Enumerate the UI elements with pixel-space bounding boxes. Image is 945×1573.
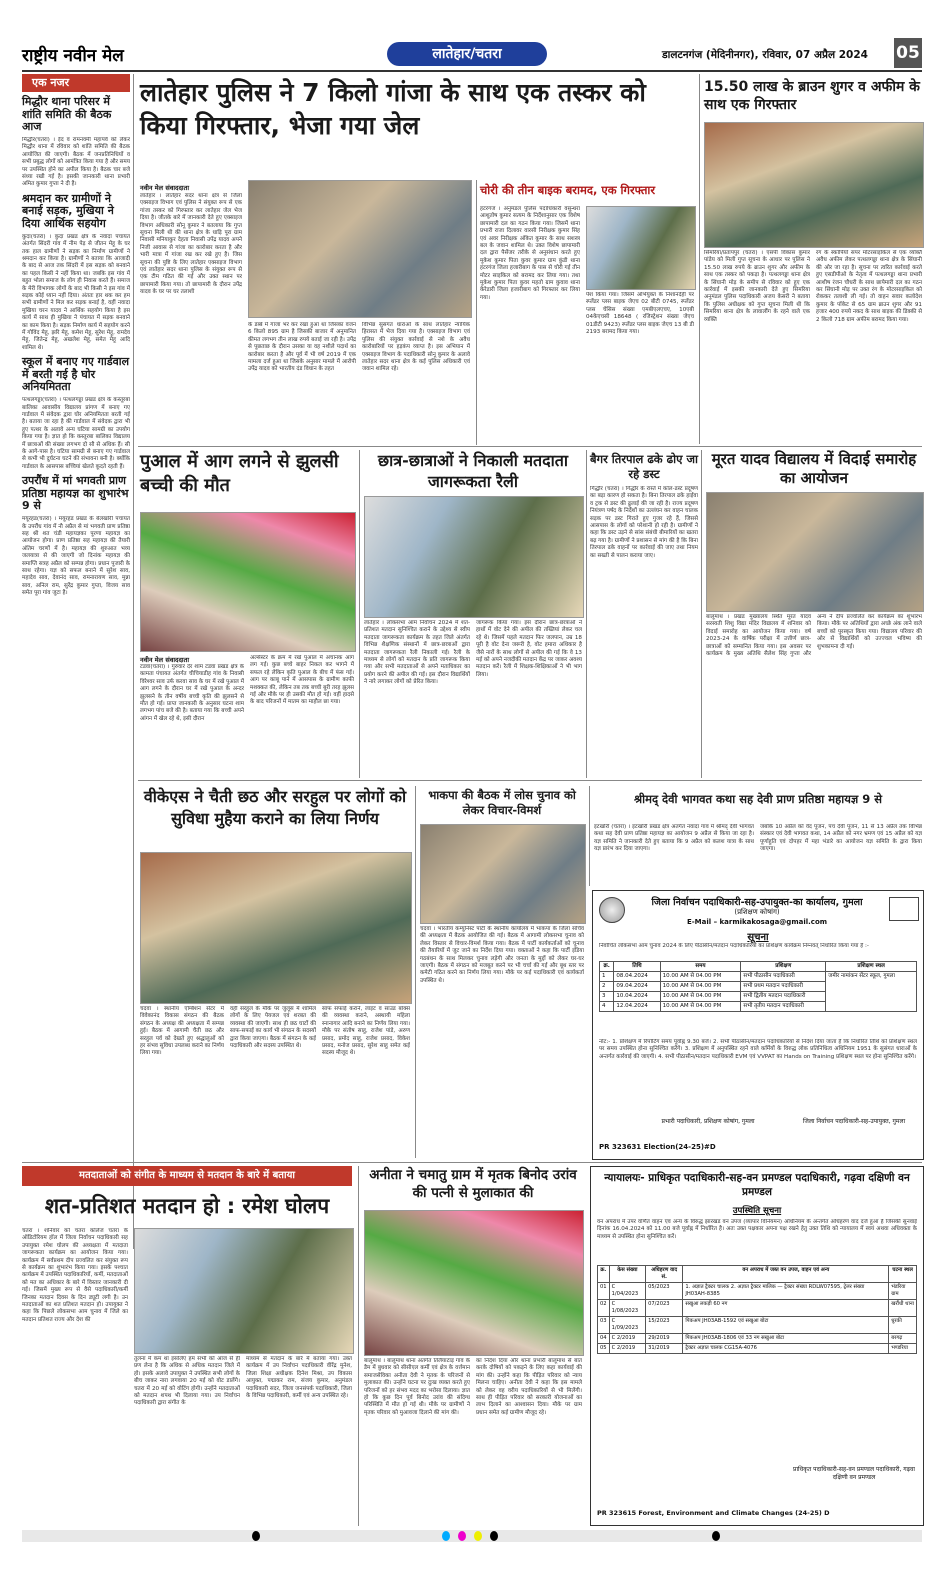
forest-court-notice [590, 1166, 924, 1526]
brief-text: मयूरहंड(चतरा) । मयूरहंड प्रखंड के बेलखोरी पंचायत के उपरौंध गांव में नौ अप्रैल से मां भगवती प्राण प्रतिष्ठा सह श्री शत चंडी महायज्ञका पूरणा महायज्ञ का आयोजन होगा। प्राण प्रतिष्ठा सह महायज्ञ की तैयारी अंतिम चरणों में है। महायज्ञ की शुरुआत भव्य जलयात्रा से की जाएगी जो दिनांक महायज्ञ की समाप्ति सत्रह अप्रैल को सम्पन्न होगा। प्रधान पुजारी के साथ रहेगा। यज्ञ को सफल बनाने में सुरेश साव, महादेव साव, देवानंद साव, रामनारायण साव, मुन्ना साव, अनिल राम, सुरेंद्र कुमार गुप्ता, विजय साव समेत पूरा गांव जुटा है। [22, 516, 130, 597]
bhagwat-text-col2: जबकि 10 अप्रैल को वेद पूजन, पंच देवी पूजन, 11 से 13 अप्रैल तक विभिन्न संस्कार एवं देवी भागवत कथा, 14 अप्रैल को नगर भ्रमण एवं 15 अप्रैल को यज्ञ पूर्णाहुति एवं दोपहर में महा भंडारे का आयोजन यज्ञ समिति के द्वारा किया जाएगा। [760, 824, 922, 853]
rally-text-col2: जागरूक किया गया। इस दौरान छात्र-छात्राओं ने हाथों में वोट देने की अपील की तख्तियां लेकर चल रहे थे। जिसमें पहले मतदान फिर जलपान, उम्र 18 पूरी है वोट देना जरूरी है, वोट हमारा अधिकार है जैसे नारों के साथ लोगों से अपील की गई कि वे 13 मई को अपने नजदीकी मतदान केंद्र पर जाकर अवश्य मतदान करें। रैली में शिक्षक-शिक्षिकाओं ने भी भाग लिया। [476, 620, 582, 678]
gholap-text-col3: माध्यम से मतदान के बारे में बताया गया। उक्त कार्यक्रम में उप निर्वाचन पदाधिकारी वीरेंद्र मुनेश, जिला शिक्षा अधीक्षक दिनेश मिश्रा, उप विकास आयुक्त, पद्माकर राम, संजय कुमार, अनुमंडल पदाधिकारी सदर, जिला जनसंपर्क पदाधिकारी, जिला के विभिन्न पदाधिकारी, कर्मी एवं अन्य उपस्थित रहे। [246, 1356, 352, 1400]
emblem [599, 897, 625, 923]
vks-text-col3: साफ सफाई कराने, लाइट व साउंड बॉक्स की व्यवस्था कराने, अस्थायी महिला स्नानागार आदि बनाने का निर्णय लिया गया। मौके पर संतोष साहु, राजेश पांडे, अरुण प्रसाद, प्रमोद साहु, राजेश प्रसाद, विकेश प्रसाद, मनोज प्रसाद, सुरेश साहु समेत कई सदस्य मौजूद थे। [322, 1006, 410, 1057]
masthead [22, 40, 922, 70]
lead-headline: लातेहार पुलिस ने 7 किलो गांजा के साथ एक तस्कर को किया गिरफ्तार, भेजा गया जेल [140, 78, 646, 140]
cpi-photo [420, 824, 586, 924]
fire-byline: नवीन मेल संवाददाता [140, 656, 189, 664]
anita-headline: अनीता ने चमातु ग्राम में मृतक बिनोद उरांव की पत्नी से मुलाकात की [369, 1167, 577, 1201]
forest-notice-pr: PR 323615 Forest, Environment and Climate Changes (24-25) D [597, 1509, 830, 1517]
gholap-headline: शत-प्रतिशत मतदान हो : रमेश घोलप [44, 1194, 330, 1218]
vks-text-col2: वहीं सरहुल के मौके पर जुलूस में शामिल लोगों के लिए पेयजल एवं शरबत की व्यवस्था की जाएगी। साथ ही छठ घाटों की साफ-सफाई का कार्य भी संगठन के सदस्यों द्वारा किया जाएगा। बैठक में संगठन के कई पदाधिकारी और सदस्य उपस्थित थे। [230, 1006, 316, 1050]
anita-text-col2: का निर्देश दिया और थाना प्रभारी बालूमाथ से बात करके दोषियों को पकड़ने के लिए कहा कार्यवाई की मांग की। उन्होंने कहा कि पीड़ित परिवार को न्याय मिलना चाहिए। अनीता देवी ने कहा कि इस मामले को लेकर वह वरीय पदाधिकारियों से भी मिलेंगी। साथ ही पीड़ित परिवार को सरकारी योजनाओं का लाभ दिलाने का आश्वासन दिया। मौके पर ग्राम प्रधान समेत कई ग्रामीण मौजूद रहे। [476, 1358, 582, 1416]
gholap-text-col2: तुलना में कम था इसलिए हम सभी को आज से ही प्रण लेना है कि अधिक से अधिक मतदान जिले में हो। इसके अलावे उपायुक्त ने उपस्थित सभी लोगों के बीच जाकर नारा लगवाया 20 मई को वोट डालेंगे। चतरा में 20 मई को वोटिंग होगी। उन्होंने मतदाताओं को मतदान शपथ भी दिलाया गया। उप निर्वाचन पदाधिकारी द्वारा संगीत के [134, 1356, 240, 1407]
notice-pr: PR 323631 Election(24-25)#D [599, 1143, 716, 1151]
ek-nazar-tag: एक नजर [22, 74, 130, 92]
brief-headline: श्रमदान कर ग्रामीणों ने बनाई सड़क, मुखिया ने दिया आर्थिक सहयोग [22, 191, 114, 231]
lead-text-col3: विभिन्न सुसंगत धाराओं के साथ लातेहार न्यायिक हिरासत में भेज दिया गया है। एक्साइज विभाग एवं पुलिस की संयुक्त कार्रवाई से नशे के अवैध कारोबारियों पर हड़कंप व्याप्त है। इस अभियान में एक्साइज विभाग के पदाधिकारी सोनू कुमार के अलावे लातेहार सदर थाना क्षेत्र के कई पुलिस अधिकारी एवं जवान शामिल रहे। [362, 322, 470, 373]
dust-text: गिद्धौर (चतरा) । गिद्धौर के रास्ते में कोल-डस्ट प्रदूषण का बड़ा कारण हो सकता है। बिना तिरपाल ढके हाईवा व ट्रक से डस्ट की ढुलाई की जा रही है। राज्य प्रदूषण नियंत्रण पर्षद के निर्देशों का उल्लंघन कर वाहन चालक सड़क पर डस्ट गिराते हुए गुजर रहे हैं, जिससे आसपास के लोगों को परेशानी हो रही है। ग्रामीणों ने कहा कि डस्ट उड़ने से सांस संबंधी बीमारियों का खतरा बढ़ गया है। ग्रामीणों ने प्रशासन से मांग की है कि बिना तिरपाल ढके वाहनों पर कार्रवाई की जाए तथा नियम का सख्ती से पालन कराया जाए। [590, 486, 698, 559]
brief-headline: स्कूल में बनाए गए गार्डवाल में बरती गई है घोर अनियमितता [22, 355, 130, 394]
top-right-headline: 15.50 लाख के ब्राउन शुगर व अफीम के साथ एक गिरफ्तार [704, 79, 920, 113]
notice-intro: निर्वाचित लोकसभा आम चुनाव 2024 के लिए पीठासीन/मतदान पदाधिकारियों का प्रशिक्षण कार्यक्रम निम्नवत् निर्धारित किया गया है :- [599, 943, 869, 949]
notice-subtitle: (प्रशिक्षण कोषांग) [734, 908, 780, 916]
brief-text: कुंदा(चतरा) । कुंदा प्रखंड क्षेत्र के नवादा पंचायत अंतर्गत सिंदरी गांव में नीम पेड़ से जीतन मेहू के घर तक हाल ग्रामीणों ने सड़क का निर्माण ग्रामीणों ने श्रमदान कर किया है। ग्रामीणों ने बताया कि आजादी के बाद से आज तक सिंदरी में इस सड़क को बनवाने का पहल किसी ने नहीं किया था। जबकि इस गांव में बहुत भोला समाज के लोग ही निवास करते हैं। समाज के मेरी विभागक लोगों के बाद भी किसी ने इस गांव में सड़क कोई ध्यान नहीं दिया। अंततः हार थक कर हम सभी ग्रामीणों ने मिल कर सड़क बनाई है, वहीं नवादा मुखिया चरन यादव ने आर्थिक सहयोग किया है इस कार्य में साथ ही मुखिया ने पंचायत में सड़क बनवाने का काम किया है। सड़क निर्माण कार्य में सहयोग करने में गोविंद मेहू, झरि मेहू, कमेश मेहू, सुरेश मेहू, रामदेव मेहू, जितेन्द्र मेहू, अखलेश मेहू, समेत मेहू आदि शामिल थे। [22, 233, 130, 351]
fire-headline: पुआल में आग लगने से झुलसी बच्ची की मौत [140, 451, 339, 496]
cpi-text: चंदवा । भारतीय कम्युनिस्ट पार्टी के स्थानीय कार्यालय में भाकपा के जिला सचिव की अध्यक्षता में बैठक आयोजित की गई। बैठक में आगामी लोकसभा चुनाव को लेकर विस्तार से विचार-विमर्श किया गया। बैठक में पार्टी कार्यकर्ताओं को चुनाव की तैयारियों में जुट जाने का निर्देश दिया गया। वक्ताओं ने कहा कि पार्टी इंडिया गठबंधन के साथ मिलकर चुनाव लड़ेगी और जनता के मुद्दों को लेकर घर-घर जाएगी। बैठक में संगठन को मजबूत करने पर भी चर्चा की गई और बूथ स्तर पर कमेटी गठित करने का निर्णय लिया गया। मौके पर कई पदाधिकारी एवं कार्यकर्ता उपस्थित थे। [420, 926, 584, 984]
col-header: अधिहरण वाद सं. [646, 1266, 683, 1283]
farewell-photo [706, 492, 924, 612]
table-row: 2 09.04.2024 10.00 AM से 04.00 PM सभी प्रथम मतदान पदाधिकारी [600, 982, 917, 992]
forest-notice-heading: उपस्थिति सूचना [732, 1206, 782, 1216]
vks-headline: वीकेएस ने चैती छठ और सरहुल पर लोगों को सुविधा मुहैया कराने का लिया निर्णय [143, 787, 407, 828]
paper-name: राष्ट्रीय नवीन मेल [22, 46, 124, 66]
rally-text-col1: लातेहार । लोकसभा आम निर्वाचन 2024 में शत-प्रतिशत मतदान सुनिश्चित कराने के उद्देश्य से स्वीप मतदाता जागरूकता कार्यक्रम के तहत जिले अंतर्गत विभिन्न शैक्षणिक संस्थानों में छात्र-छात्राओं द्वारा मतदाता जागरूकता रैली निकाली गई। रैली के माध्यम से लोगों को मतदान के प्रति जागरूक किया गया और सभी मतदाताओं से अपने मताधिकार का प्रयोग करने की अपील की गई। इस दौरान विद्यार्थियों ने नारे लगाकर लोगों को प्रेरित किया। [364, 620, 470, 686]
notice-heading: सूचना [747, 932, 769, 943]
farewell-text: बालूमाथ । प्रखंड मुख्यालय स्थित मूरत यादव सरस्वती शिशु विद्या मंदिर विद्यालय में शनिवार को विदाई समारोह का आयोजन किया गया। वर्ष 2023-24 के वार्षिक परीक्षा में उत्तीर्ण छात्र-छात्राओं को सम्मानित किया गया। इस अवसर पर कार्यक्रम के मुख्य अतिथि सैलेश सिंह गुप्ता और अन्य ने दीप प्रज्वलित कर कार्यक्रम का शुभारंभ किया। मौके पर अतिथियों द्वारा अच्छे अंक लाने वाले बच्चों को पुरस्कृत किया गया। विद्यालय परिवार की ओर से विद्यार्थियों को उज्ज्वल भविष्य की शुभकामना दी गई। [706, 614, 922, 658]
lead-text-col1: लातेहार । लातेहार सदर थाना क्षेत्र से जिला एक्साइज विभाग एवं पुलिस ने संयुक्त रूप से एक गांजा तस्कर को गिरफ्तार कर लातेहार जेल भेज दिया है। जीतके बारे में जानकारी देते हुए एक्साइज विभाग अधिकारी सोनू कुमार ने बतलाया कि गुप्त सूचना मिली थी की थाना क्षेत्र के धाड़ि पूरा ग्राम निवासी मनियाकुर देहता निवासी उपेंद्र यादव अपने निजी आवास से गांजा का कारोबार करता है और भारी मात्रा में गांजा रख कर रखे हुए है। जिस सूचना की पुष्टि के लिए लातेहार एक्साइज विभाग एवं लातेहार सदर थाना पुलिस के संयुक्त रूप से एक टीम गठित की गई और उक्त स्थान पर छापामारी किया गया। तो छापामारी के दौरान उपेंद्र यादव के घर पर घर तलाशी [140, 193, 242, 296]
table-row: 04 C 2/2019 29/2019 पिकअप JH03AB-1806 एवं 33 नग सखुआ बोटा बरगढ़ [598, 1334, 917, 1344]
notice-notes: नोट:- 1. प्रशिक्षण में रिपोर्टिंग समय पूर्वाह्न 9.30 बजे। 2. सभी पीठासीन/मतदान पदाधिकारियों से निदेश दिया जाता है कि निर्धारित तिथि को प्रशिक्षण स्थल पर समय उपस्थित होना सुनिश्चित करेंगे। 3. प्रशिक्षण में अनुपस्थित रहने वाले कर्मियों के विरुद्ध लोक प्रतिनिधित्व अधिनियम 1951 के सुसंगत धाराओं के अन्तर्गत कार्रवाई की जाएगी। 4. सभी पीठासीन/मतदान पदाधिकारी EVM एवं VVPAT का Hands on Training प्रशिक्षण स्थल पर होना सुनिश्चित करेंगे। [599, 1039, 917, 1060]
table-row: 01 C 1/04/2023 05/2023 1. अज्ञात ट्रैक्टर चालक 2. अज्ञात ट्रैक्टर मालिक — ट्रैक्टर संख्या RDLW07595, ट्रेलर संख्या JH03AH-8385 भंडरिया ग्राम [598, 1283, 917, 1300]
dateline: डालटनगंज (मेदिनीनगर), रविवार, 07 अप्रैल 2024 [662, 49, 868, 61]
col-header: वन अपराध में जब्त वन उपज, वाहन एवं अन्य [683, 1266, 889, 1283]
col-header: क्र. [600, 962, 614, 972]
vks-photo [140, 852, 412, 1004]
forest-notice-intro: वन अपराध में उपर वर्णित वाहन एवं अन्य के विरुद्ध झारखंड वन उपज (व्यापार विनियमन) अधिनियम के अन्तर्गत अधिहरण वाद दर्ज हुआ है जिसकी सुनवाई दिनांक 16.04.2024 को 11.00 बजे पूर्वाह्न में निर्धारित है। अतः उक्त पक्षकार अपना पक्ष रखने हेतु उक्त तिथि को न्यायालय में स्वयं अथवा अधिवक्ता के माध्यम से उपस्थित होना सुनिश्चित करें। [597, 1219, 917, 1240]
notice-sign-left: प्रभारी पदाधिकारी, प्रशिक्षण कोषांग, गुमला [661, 1118, 755, 1125]
cpi-headline: भाकपा की बैठक में लोस चुनाव को लेकर विचार-विमर्श [428, 788, 576, 817]
bhagwat-text-col1: इटखोरी (चतरा) । इटखोरी प्रखंड क्षेत्र अंतर्गत नवादा गांव में श्रीमद् देवी भागवत कथा सह देवी प्राण प्रतिष्ठा महायज्ञ का आयोजन 9 अप्रैल से किया जा रहा है। यज्ञ समिति ने जानकारी देते हुए बताया कि 9 अप्रैल को कलश यात्रा के साथ यज्ञ प्रारंभ कर दिया जाएगा। [594, 824, 754, 853]
forest-notice-sign: प्राधिकृत पदाधिकारी-सह-वन प्रमण्डल पदाधिकारी, गढ़वा दक्षिणी वन प्रमण्डल [793, 1466, 915, 1481]
gholap-text-col1: चतरा । शनिवार को चतरा कॉलेज चतरा के ऑडिटोरियम हॉल में जिला निर्वाचन पदाधिकारी सह उपायुक्त रमेश घोलप की अध्यक्षता में मतदाता जागरूकता कार्यक्रम का आयोजन किया गया। कार्यक्रम में सर्वप्रथम दीप प्रज्वलित कर संयुक्त रूप से कार्यक्रम का शुभारंभ किया गया। इसके पश्चात कार्यक्रम में उपस्थित पदाधिकारियों, कर्मी, मतदाताओं को मत का अधिकार के बारे में विस्तार जानकारी दी गई। जिसमें मुख्य रूप से वैसे पदाधिकारी/कर्मी जिनका मतदान दिवस के दिन ड्यूटी लगी है। उन मतदाताओं का शत प्रतिशत मतदान हो। उपायुक्त ने कहा कि पिछले लोकसभा आम चुनाव में जिले का मतदान प्रतिशत राज्य और देश की [22, 1228, 128, 1323]
training-venue: जमीर नामांकन सेंटर स्कूल, गुमला [826, 972, 917, 1012]
top-right-text-col2: रंग के स्कॉर्पियो सपर मोटरसाइकिल से एक व्यक्ति अवैध अफीम लेकर पत्थलगड्डा थाना क्षेत्र के सिंघानी की ओर जा रहा है। सूचना पर त्वरित कार्रवाई करते हुए एसडीपीओ के नेतृत्व में पत्थलगड्डा थाना प्रभारी आशीष रंजन चौधरी के साथ छापेमारी दल का गठन कर सिंघानी मोड़ पर उक्त रंग के मोटरसाइकिल को रोककर तलाशी ली गई। तो वाहन सवार कलोदेश कुमार के पॉकेट से 65 ग्राम ब्राउन शुगर और 91 हजार 400 रुपये नकद के साथ बाइक की डिक्की से 2 किलो 718 ग्राम अफीम बरामद किया गया। [816, 250, 922, 323]
notice-title: जिला निर्वाचन पदाधिकारी-सह-उपायुक्त-का कार्यालय, गुमला [651, 897, 863, 908]
top-right-photo [704, 122, 924, 248]
gholap-kicker: मतदाताओं को संगीत के माध्यम से मतदान के बारे में बताया [22, 1166, 352, 1186]
col-header: प्रशिक्षण स्थल [826, 962, 917, 972]
bike-photo [586, 206, 696, 290]
forest-cases-table [597, 1265, 917, 1354]
col-header: घटना स्थल [889, 1266, 917, 1283]
brief-text: पत्थलगड्डा(चतरा) । पत्थलगड्डा प्रखंड क्षेत्र के कस्तूरबा बालिका आवासीय विद्यालय प्रांगण में बनाए गए गार्डवाल में संवेदक द्वारा घोर अनियमितता बरती गई है। बताया जा रहा है की गार्डवाल में संवेदक द्वारा भी हुए पत्थर के अलावे अन्य घटिया सामग्री का उपयोग किया गया है। ज्ञात हो कि कस्तूरबा बालिका विद्यालय में छात्राओं की संख्या लगभग दो सौ से अधिक हैं। सी के आगे-पास है। घटिया सामग्री से बनाए गए गार्डवाल से कभी भी दुर्घटना घटने की संभावना बनी है। क्योंकि गार्डवाल के आसपास बच्चियां खेलते कूदते रहती हैं। [22, 397, 130, 470]
forest-notice-title: न्यायालयः- प्राधिकृत पदाधिकारी-सह-वन प्रमण्डल पदाधिकारी, गढ़वा दक्षिणी वन प्रमण्डल [604, 1172, 910, 1198]
table-row: 3 10.04.2024 10.00 AM से 04.00 PM सभी द्वितीय मतदान पदाधिकारी [600, 992, 917, 1002]
notice-email: E-Mail – karmikakosaga@gmail.com [686, 918, 828, 926]
bike-text-col2: पेश किया गया। जिसमें अभियुक्त के निशानदेही पर स्प्लेंडर प्लस बाइक जेएच 02 बीटी 0745, स्प्लेंडर प्लस चेसिस संख्या एमबीएलएचए, 10एबी 04केएचसी 18648 ( रजिस्ट्रेशन संख्या जेएच 01डीटी 9423) स्प्लेंडर प्लस बाइक जेएच 13 बी डी 2193 बरामद किया गया। [586, 292, 694, 336]
table-row: 02 C 1/08/2023 07/2023 सखुआ लकड़ी 60 नग खरौंधी थाना [598, 1300, 917, 1317]
election-training-notice [592, 890, 924, 1160]
rally-photo [364, 496, 584, 618]
top-right-text-col1: सिमरिया/प्रतापपुर (चतरा) । एसपी विकास कुमार पांडेय को मिली गुप्त सूचना के आधार पर पुलिस ने 15.50 लाख रुपये के ब्राउन शुगर और अफीम के साथ एक तस्कर को पकड़ा है। पत्थलगड्डा थाना क्षेत्र के सिंघानी मोड़ के समीप से रविवार को हुए एक कार्रवाई में इसकी जानकारी देते हुए सिमरिया अनुमंडल पुलिस पदाधिकारी अजय केसरी ने बताया कि पुलिस अधीक्षक को गुप्त सूचना मिली थी कि सिमरिया थाना क्षेत्र के लावालौंग के रहने वाले एक व्यक्ति [704, 250, 810, 323]
fire-text-col2: अल्सेस्टर के क्रम में रखे पुआल में अचानक आग लग गई। कुछ बच्चे बाहर निकल कर भागने में सफल रहे लेकिन कृति पुआल के बीच में फंस गई। आग पर काबू पाने में आसपास के ग्रामीण काफी मशक्कत की, लेकिन तब तक बच्ची बुरी तरह झुलस गई और मौके पर ही उसकी मौत हो गई। वहीं हादसे के बाद परिजनों में मातम का माहौल छा गया। [250, 655, 354, 706]
fire-text-col1: टंडवा(चतरा) । गुरुवार देर शाम टंडवा प्रखंड क्षेत्र के कामता पंचायत अंतर्गत चीचियाडीह गांव के निवासी विरेश्वर साव उर्फ करवा साव के घर में रखे पुआल में आग लगने के दौरान घर में रखे पुआल के अन्दर झुलसने के तीन वर्षीय बच्ची कृति की झुलसने से मौत हो गई। प्राप्त जानकारी के अनुसार घटना शाम लगभग पांच बजे की है। बताया गया कि बच्ची अपने आंगन में खेल रहे थे, इसी दौरान [140, 664, 244, 722]
dust-headline: बैगर तिरपाल ढके ढोए जा रहे डस्ट [590, 452, 698, 481]
bike-text-col1: हंटरगंज । अनुमंडल पुलिस पदाधिकारी वसुन्धरा आशुतोष कुमार सत्यम के निर्देशानुसार एक विशेष छापामारी दल का गठन किया गया। जिसमें थाना प्रभारी राजा दिलावर वारसी निरीक्षक कुमार सिंह एवं अवर निरीक्षक अंकित कुमार के साथ सशस्त्र बल के जवान शामिल थे। उक्त विशेष छापामारी दल द्वारा पैसेंजर तरीके से अनुसंधान करते हुए मुकेश कुमार पिता कुवर कुमार ग्राम कुंडी थाना हंटरगंज जिला हजारीबाग के पास से चोरी गई तीन मोटर साइकिल को बरामद कर लिया गया। तथा मुकेश कुमार पिता कुवर महतो ग्राम कुवाव थाना केरेडारी जिला हजारीबाग को गिरफ्तार कर लिया गया। [480, 206, 580, 301]
brief-headline: मिद्धौर थाना परिसर में शांति समिति की बैठक आज [22, 95, 112, 134]
col-header: क्र. [598, 1266, 610, 1283]
gholap-photo [134, 1228, 354, 1354]
table-row: 1 08.04.2024 10.00 AM से 04.00 PM सभी पीठासीन पदाधिकारी जमीर नामांकन सेंटर स्कूल, गुमला [600, 972, 917, 982]
col-header: तिथि [614, 962, 660, 972]
brief-text: मिद्धौर(चतरा) । ईद व रामनवमी महापर्व को लेकर मिद्धौर थाना में रविवार को शांति समिति की बैठक आयोजित की जाएगी। बैठक में जनप्रतिनिधियों व सभी प्रबुद्ध लोगों को आमंत्रित किया गया है और समय पर उपस्थित होने का अपील किया है। बैठक चार बजे संध्या रखी गई है। इसकी जानकारी थाना प्रभारी अमित कुमार गुप्ता ने दी है। [22, 136, 130, 188]
table-row: 05 C 2/2019 31/2019 ट्रैक्टर अज्ञात चालक CG15A-4076 भण्डरिया [598, 1344, 917, 1354]
left-briefs [22, 96, 130, 1246]
print-registration-strip [22, 1530, 922, 1542]
lead-photo [248, 180, 472, 318]
table-row: 03 C 1/09/2023 15/2023 पिकअप JH03AB-1592 एवं सखुआ बोटा धुरकी [598, 1317, 917, 1334]
rally-headline: छात्र-छात्राओं ने निकाली मतदाता जागरूकता रैली [377, 451, 569, 491]
training-table [599, 961, 917, 1012]
lead-byline: नवीन मेल संवाददाता [140, 184, 189, 192]
notice-logo [889, 897, 919, 921]
table-row: 4 12.04.2024 10.00 AM से 04.00 PM सभी तृतीय मतदान पदाधिकारी [600, 1002, 917, 1012]
page-number: 05 [894, 38, 922, 68]
col-header: केस संख्या [609, 1266, 645, 1283]
vks-text-col1: चंदवा । स्थानीय एम्बिशन सेंटर में विवेकानंद विकास संगठन की बैठक संगठन के अध्यक्ष की अध्यक्षता में सम्पन्न हुई। बैठक में आगामी चैती छठ और सरहुल पर्व को देखते हुए श्रद्धालुओं को हर संभव सुविधा उपलब्ध कराने का निर्णय लिया गया। [140, 1006, 224, 1057]
bike-headline: चोरी की तीन बाइक बरामद, एक गिरफ्तार [480, 183, 656, 197]
brief-headline: उपरौंध में मां भगवती प्राण प्रतिष्ठा महायज्ञ का शुभारंभ 9 से [22, 474, 129, 513]
section-badge [387, 42, 547, 66]
section-label: लातेहार/चतरा [432, 46, 502, 62]
notice-sign-right: जिला निर्वाचन पदाधिकारी-सह-उपायुक्त, गुमला [802, 1118, 906, 1125]
fire-photo [140, 512, 356, 652]
lead-text-col2: के डब्बे में गांजा भर कर रखा हुआ था जिसका वजन 6 किलो 895 ग्राम है जिसकी बाजार में अनुमानित कीमत लगभग तीन लाख रुपये बताई जा रही है। उपेंद्र से पूछताछ के दौरान उसका या वह नशीले पदार्थ का कारोबार करता है और पूर्व में भी वर्ष 2019 में एक मामला दर्ज हुआ था जिसके अनुसार मामले में आरोपी उपेंद्र यादव को भारतीय दंड विधान के तहत [248, 322, 356, 373]
anita-photo [364, 1210, 584, 1356]
farewell-headline: मूरत यादव विद्यालय में विदाई समारोह का आयोजन [711, 450, 917, 487]
col-header: प्रशिक्षण [741, 962, 826, 972]
bhagwat-headline: श्रीमद् देवी भागवत कथा सह देवी प्राण प्रतिष्ठा महायज्ञ 9 से [633, 792, 883, 806]
anita-text-col1: बालूमाथ । बालूमाथ थाना अंतर्गत तिलैयाटाड़ गांव के डैम में बुधवार को सीसीएल कर्मी एवं क्षेत्र के वर्त्तमान समाजसेविका अनीता देवी ने मृतक के परिजनों से मुलाकात की। उन्होंने घटना पर दुःख व्यक्त करते हुए परिजनों को हर संभव मदद का भरोसा दिलाया। ज्ञात हो कि कुछ दिन पूर्व बिनोद उरांव की संदिग्ध परिस्थिति में मौत हो गई थी। मौके पर ग्रामीणों ने मृतक परिवार को मुआवजा दिलाने की मांग की। [364, 1358, 470, 1416]
col-header: समय [660, 962, 741, 972]
